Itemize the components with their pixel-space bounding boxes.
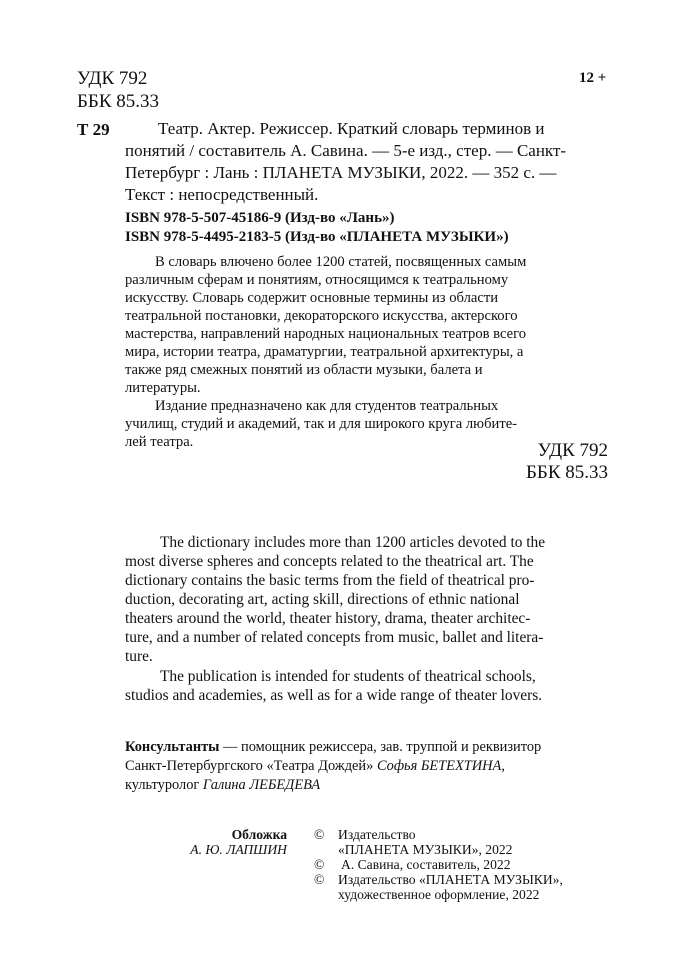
cover-label: Обложка [231,827,287,842]
annotation-en-line: most diverse spheres and concepts related to the theatrical art. The [125,553,534,570]
bibliographic-line: понятий / составитель А. Савина. — 5-е изд., стер. — Санкт- [125,141,567,160]
bbk-header: ББК 85.33 [77,91,159,112]
annotation-ru-line: искусству. Словарь содержит основные термины из области [125,290,499,306]
consultants-line [125,757,505,776]
copyright-text: «ПЛАНЕТА МУЗЫКИ», 2022 [338,842,513,857]
udk-header: УДК 792 [77,68,148,89]
annotation-ru-line: театральной постановки, декораторского искусства, актерского [125,308,518,324]
copyright-text: А. Савина, составитель, 2022 [341,857,511,872]
consultants-text: Санкт-Петербургского «Театра Дождей» [125,758,377,774]
annotation-en-line: ture. [125,648,153,665]
isbn-line: ISBN 978-5-507-45186-9 (Изд-во «Лань») [125,210,395,226]
udk-footer: УДК 792 [537,440,608,461]
isbn-line: ISBN 978-5-4495-2183-5 (Изд-во «ПЛАНЕТА МУЗЫКИ») [125,229,509,245]
annotation-ru-line: также ряд смежных понятий из области музыки, балета и [125,362,483,378]
annotation-en-line: duction, decorating art, acting skill, directions of ethnic national [125,591,520,608]
annotation-en-line: The publication is intended for students of theatrical schools, [160,668,536,685]
author-mark: Т 29 [77,120,110,139]
consultant-name: Софья БЕТЕХТИНА, [376,758,505,774]
annotation-en-line: theaters around the world, theater history, drama, theater architec- [125,610,531,627]
consultants-text: культуролог [125,777,203,793]
annotation-ru-line: В словарь влючено более 1200 статей, посвященных самым [155,254,527,270]
copyright-symbol: © [314,857,325,872]
annotation-ru-line: мира, истории театра, драматургии, театральной архитектуры, а [125,344,524,360]
copyright-text: Издательство [338,827,416,842]
annotation-en-line: ture, and a number of related concepts from music, ballet and litera- [125,629,544,646]
annotation-ru-line: Издание предназначено как для студентов театральных [155,398,499,414]
annotation-en-line: studios and academies, as well as for a wide range of theater lovers. [125,687,543,704]
annotation-ru-line: мастерства, направлений народных национальных театров всего [125,326,527,342]
annotation-en-line: The dictionary includes more than 1200 articles devoted to the [160,534,546,551]
copyright-symbol: © [314,872,325,887]
annotation-ru-line: училищ, студий и академий, так и для широкого круга любите- [125,416,518,432]
annotation-en-line: dictionary contains the basic terms from the field of theatrical pro- [125,572,535,589]
bbk-footer: ББК 85.33 [526,462,608,483]
bibliographic-line: Текст : непосредственный. [125,185,319,204]
consultants-role: — помощник режиссера, зав. труппой и реквизитор [219,739,542,755]
cover-designer: А. Ю. ЛАПШИН [190,842,287,857]
bibliographic-line: Петербург : Лань : ПЛАНЕТА МУЗЫКИ, 2022. — 352 с. — [125,163,557,182]
age-rating: 12 + [579,70,607,86]
copyright-symbol: © [314,827,325,842]
consultants-label: Консультанты [125,739,220,755]
annotation-ru-line: литературы. [125,380,201,396]
bibliographic-line: Театр. Актер. Режиссер. Краткий словарь терминов и [158,119,545,138]
annotation-ru-line: лей театра. [125,434,194,450]
consultants-line [125,776,320,795]
copyright-text: Издательство «ПЛАНЕТА МУЗЫКИ», [338,872,563,887]
consultant-name: Галина ЛЕБЕДЕВА [202,777,321,793]
consultants-line [125,738,541,757]
annotation-ru-line: различным сферам и понятиям, относящимся к театральному [125,272,509,288]
copyright-text: художественное оформление, 2022 [338,887,540,902]
